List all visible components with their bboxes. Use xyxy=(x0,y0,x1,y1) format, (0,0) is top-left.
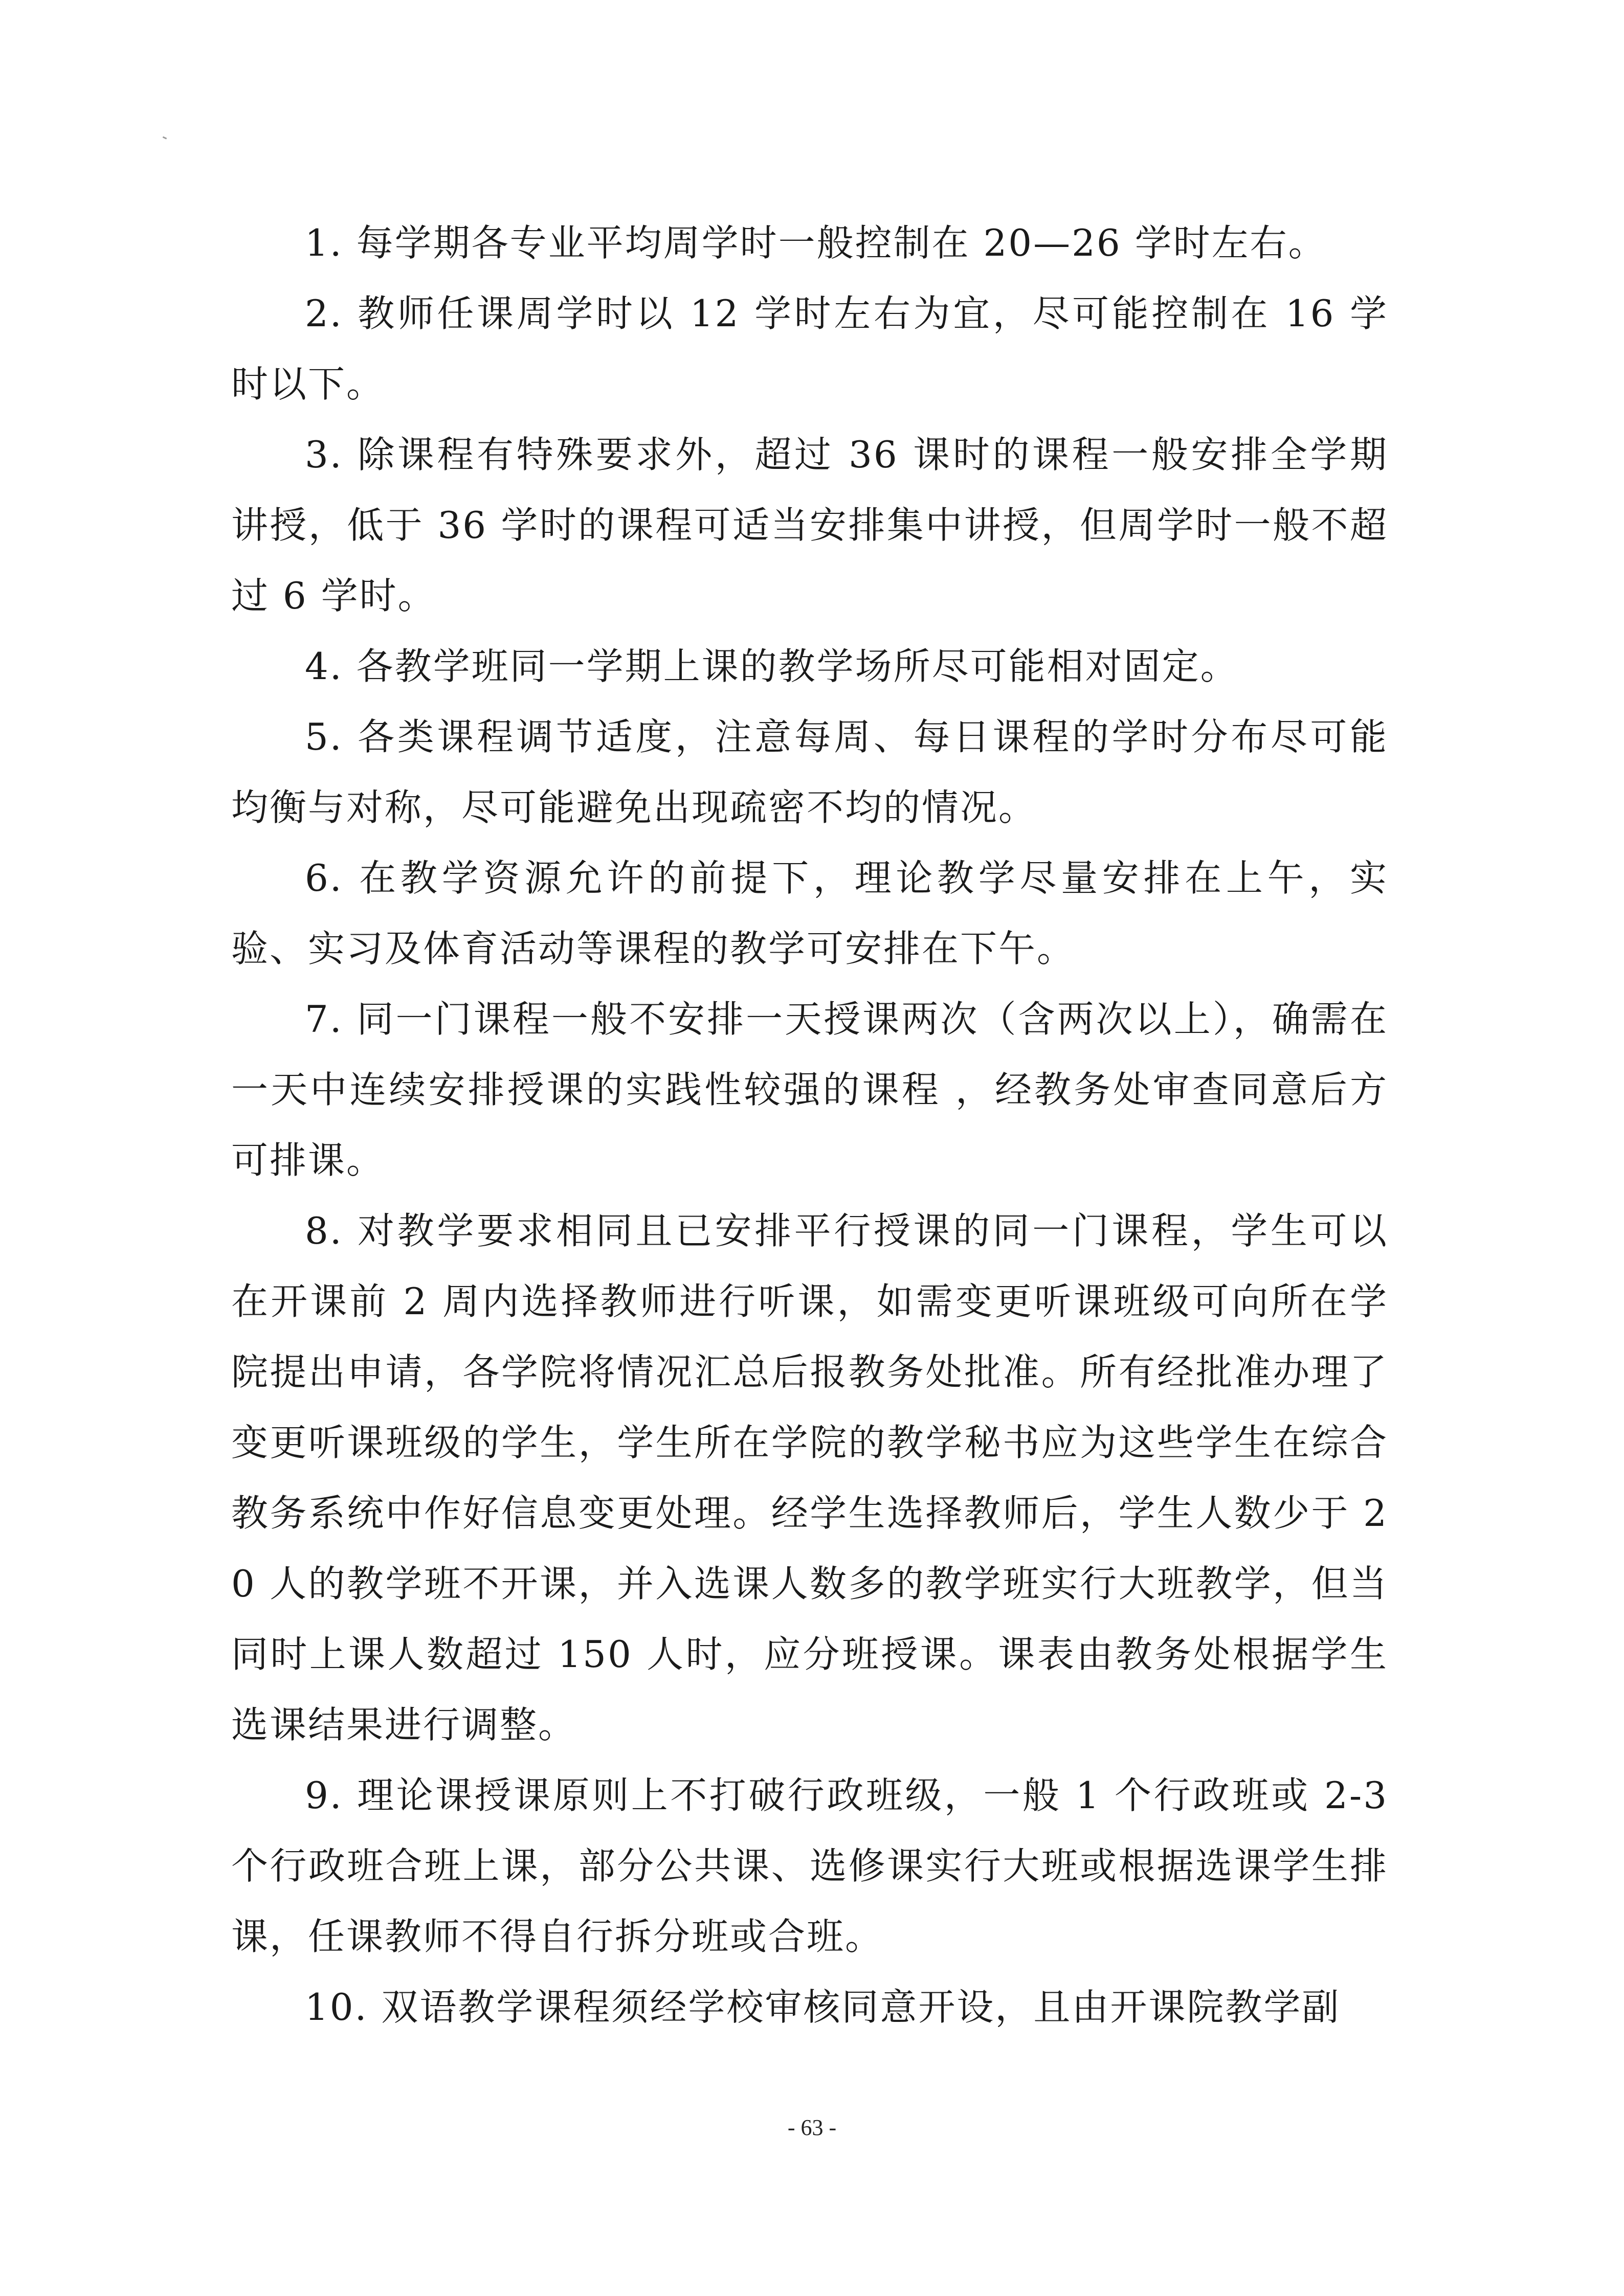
paragraph-1: 1. 每学期各专业平均周学时一般控制在 20—26 学时左右。 xyxy=(305,221,1327,264)
paragraph-3: 3. 除课程有特殊要求外，超过 36 课时的课程一般安排全学期讲授，低于 36 学时的课程可适当安排集中讲授，但周学时一般不超过 6 学时。 xyxy=(231,433,1388,617)
page-number: - 63 - xyxy=(787,2115,837,2140)
paragraph-4: 4. 各教学班同一学期上课的教学场所尽可能相对固定。 xyxy=(305,645,1239,688)
paragraph-5: 5. 各类课程调节适度，注意每周、每日课程的学时分布尽可能均衡与对称，尽可能避免出现疏密不均的情况。 xyxy=(231,715,1388,829)
paragraph-7: 7. 同一门课程一般不安排一天授课两次（含两次以上），确需在一天中连续安排授课的实践性较强的课程 ，经教务处审查同意后方可排课。 xyxy=(231,998,1388,1182)
body-text xyxy=(231,208,1388,2042)
paragraph-10: 10. 双语教学课程须经学校审核同意开设，且由开课院教学副 xyxy=(305,1986,1341,2029)
paragraph-9: 9. 理论课授课原则上不打破行政班级，一般 1 个行政班或 2-3 个行政班合班上课，部分公共课、选修课实行大班或根据选课学生排课，任课教师不得自行拆分班或合班。 xyxy=(231,1774,1388,1958)
paragraph-8: 8. 对教学要求相同且已安排平行授课的同一门课程，学生可以在开课前 2 周内选择教师进行听课，如需变更听课班级可向所在学院提出申请，各学院将情况汇总后报教务处批准。所有经批准办理了变更听课班级的学生，学生所在学院的教学秘书应为这些学生在综合教务系统中作好信息变更处理。经学生选择教师后，学生人数少于 20 人的教学班不开课，并入选课人数多的教学班实行大班教学，但当同时上课人数超过 150 人时，应分班授课。课表由教务处根据学生选课结果进行调整。 xyxy=(231,1209,1388,1746)
paragraph-6: 6. 在教学资源允许的前提下，理论教学尽量安排在上午，实验、实习及体育活动等课程的教学可安排在下午。 xyxy=(231,857,1388,970)
scan-artifact-mark xyxy=(163,136,167,139)
paragraph-2: 2. 教师任课周学时以 12 学时左右为宜，尽可能控制在 16 学时以下。 xyxy=(231,292,1388,406)
